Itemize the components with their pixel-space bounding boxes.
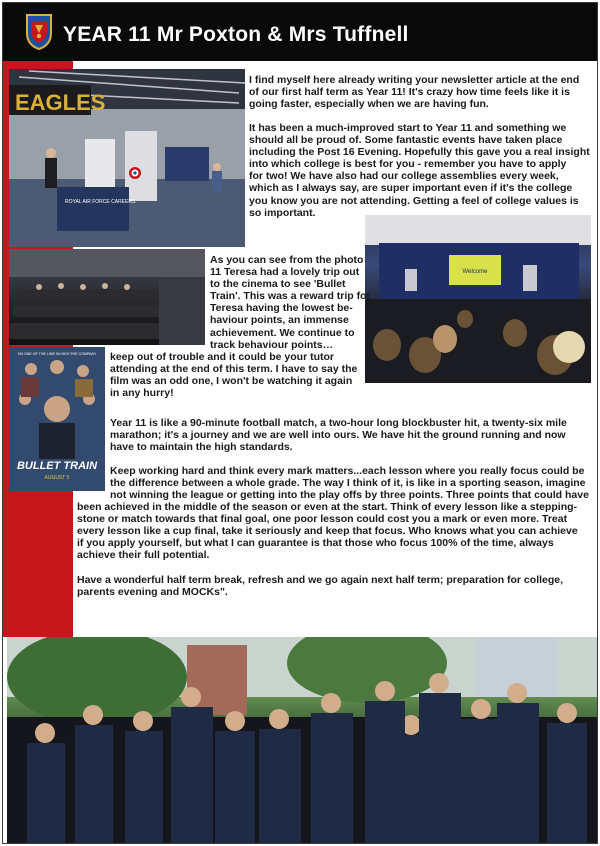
article-paragraph-3: As you can see from the photo 11 Teresa had a lovely trip out to the cinema to see 'Bullet Train'. This was a reward trip for Teresa having the lowest be- haviour points, an immense achievement. We continue to track behaviour points… bbox=[210, 254, 371, 351]
article-paragraph-2: It has been a much-improved start to Year 11 and something we should all be proud of. Some fantastic events have taken place including the Post 16 Evening. Hopefully this gave you a real insight into which college is best for you - remember you have to apply for two! We have also had our college assemblies every week, which as I always say, are super important even if it's the college you know you are not attending. Getting a feel of college values is so important. bbox=[249, 122, 590, 219]
poster-title: BULLET TRAIN bbox=[16, 460, 98, 472]
school-crest-icon bbox=[25, 13, 53, 51]
careers-event-photo bbox=[9, 69, 245, 247]
year11-group-photo bbox=[7, 637, 597, 843]
header-bar bbox=[3, 3, 597, 61]
college-assembly-photo bbox=[365, 215, 591, 383]
assembly-screen-text: Welcome bbox=[462, 269, 488, 275]
cinema-trip-photo bbox=[9, 249, 205, 345]
poster-tagline: ON ONE OF THE LINE IN HIGH THE COMPANY bbox=[17, 352, 97, 356]
newsletter-page bbox=[2, 2, 598, 844]
hall-banner-text: EAGLES bbox=[15, 90, 106, 115]
article-paragraph-7: Have a wonderful half term break, refresh and we go again next half term; preparation for college, parents evening and MOCKs". bbox=[77, 574, 564, 599]
article-paragraph-6a: Keep working hard and think every mark matters...each lesson where you really focus could be the difference between a whole grade. The way I think of it, is like in a sporting season, imagine not winning the league or getting into the play offs by three points. Three points that could have bbox=[110, 465, 589, 502]
article-paragraph-6b: been achieved in the middle of the season or even at the start. Think of every lesson like a stepping- stone or match towards that final goal, one poor lesson could cost you a mark or even more. Treat every lesson like a cup final, take it seriously and keep that focus. Who knows what you can achieve if you apply yourself, but what I can guarantee is that those who focus 100% of the time, always achieve their full potential. bbox=[77, 501, 578, 562]
bullet-train-poster bbox=[9, 347, 105, 491]
article-paragraph-1: I find myself here already writing your newsletter article at the end of our first half term as Year 11! It's crazy how time feels like it is going faster, especially when we are having fun. bbox=[249, 74, 580, 111]
article-paragraph-5: Year 11 is like a 90-minute football match, a two-hour long blockbuster hit, a twenty-six mile marathon; it's a journey and we are well into ours. We have hit the ground running and now have to maintain the high standards. bbox=[110, 417, 567, 454]
poster-date: AUGUST 5 bbox=[44, 475, 70, 481]
air-force-banner-text: ROYAL AIR FORCE CAREERS bbox=[65, 199, 136, 205]
article-paragraph-4: keep out of trouble and it could be your tutor attending at the end of this term. I have to say the film was an odd one, I won't be watching it again in any hurry! bbox=[110, 351, 358, 400]
page-title: YEAR 11 Mr Poxton & Mrs Tuffnell bbox=[63, 23, 409, 46]
